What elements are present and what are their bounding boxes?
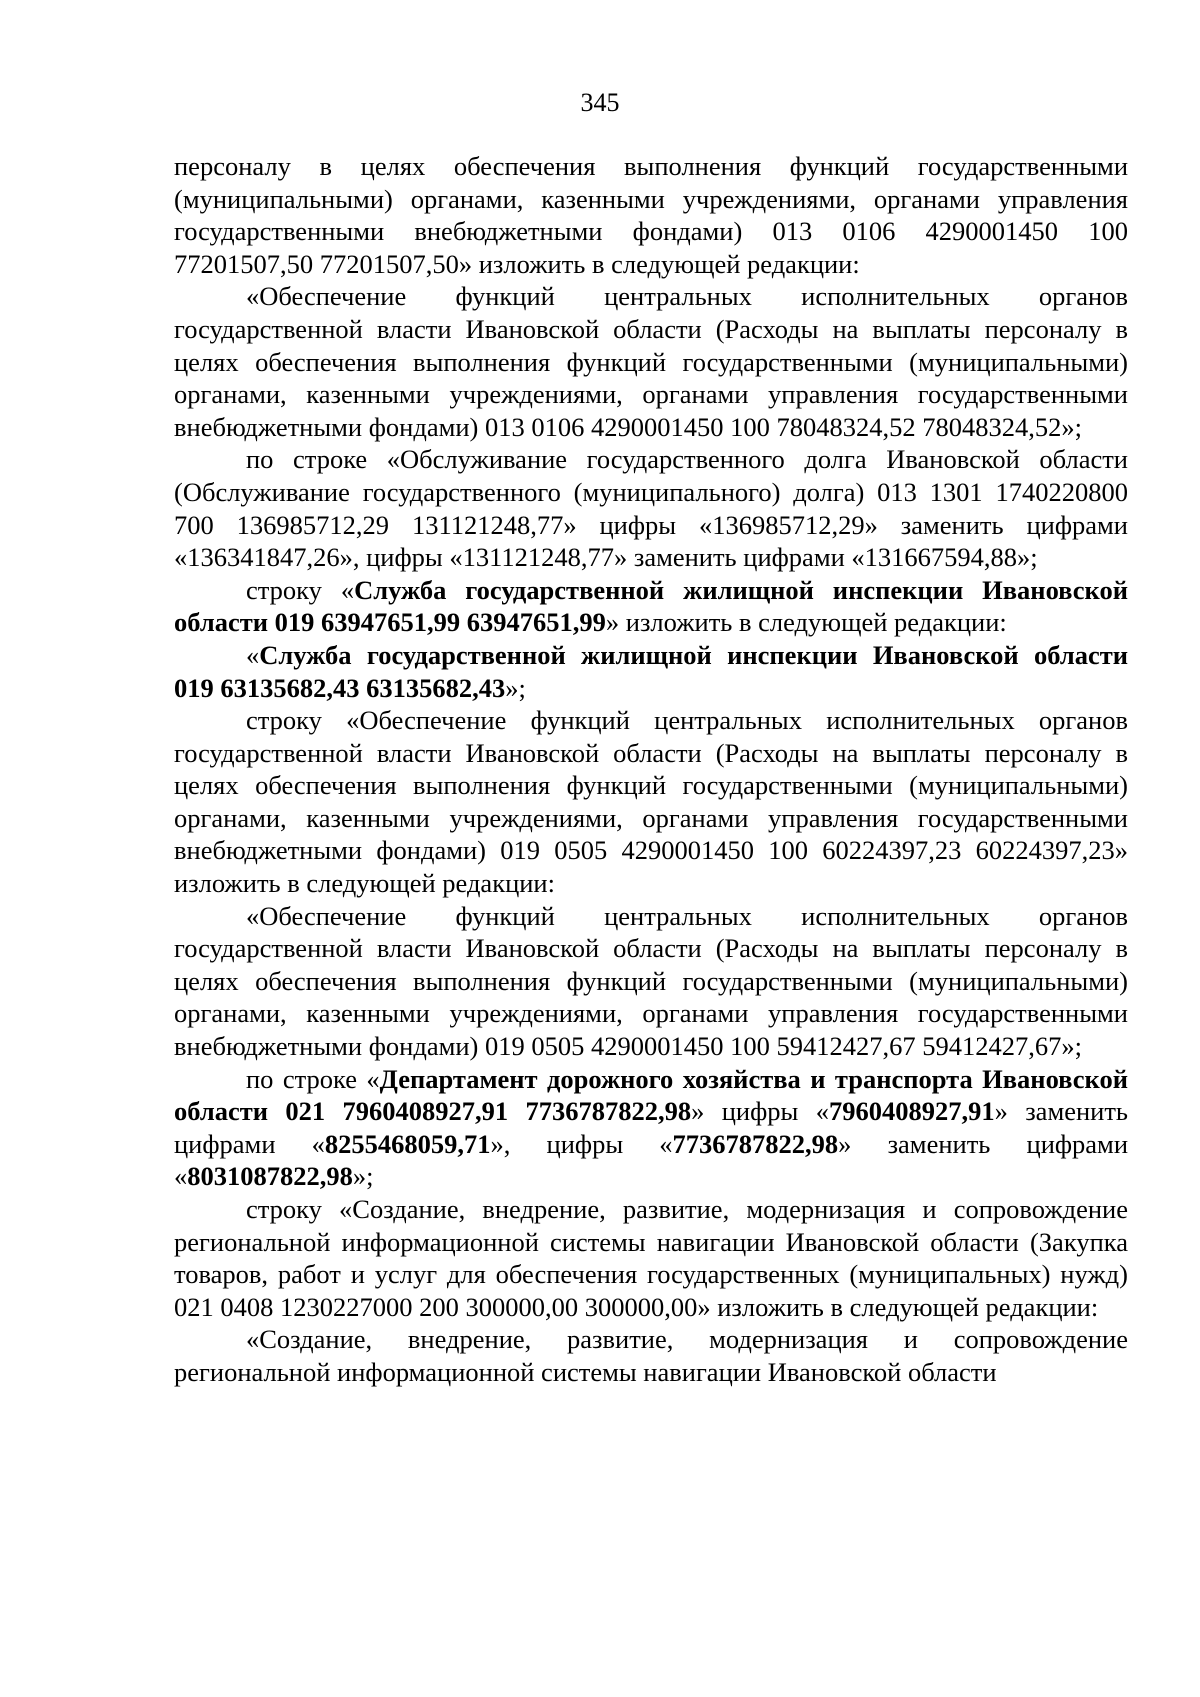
text-run: по строке « [246, 1063, 380, 1094]
page-number: 345 [580, 88, 620, 117]
text-run: строку «Создание, внедрение, развитие, модернизация и сопровождение региональной информационной системы навигации Ивановской области (Закупка товаров, работ и услуг для обеспечения государственных (муниципальных) нужд) 021 0408 1230227000 200 300000,00 300000,00» изложить в следующей редакции: [174, 1194, 1128, 1322]
bold-text-run: 7960408927,91 [828, 1096, 995, 1127]
text-run: » цифры « [691, 1096, 829, 1127]
text-run: строку « [246, 574, 355, 605]
text-run: », цифры « [490, 1128, 673, 1159]
text-run: »; [505, 672, 526, 703]
paragraph [174, 1193, 1128, 1323]
bold-text-run: Служба государственной жилищной инспекции Ивановской области 019 63135682,43 63135682,43 [174, 639, 1128, 703]
paragraph [174, 574, 1128, 639]
bold-text-run: 8255468059,71 [324, 1128, 491, 1159]
bold-text-run: Департамент дорожного хозяйства и транспорта Ивановской области 021 7960408927,91 7736787822,98 [174, 1063, 1128, 1127]
text-run: «Обеспечение функций центральных исполнительных органов государственной власти Ивановской области (Расходы на выплаты персоналу в целях обеспечения выполнения функций государственными (муниципальными) органами, казенными учреждениями, органами управления государственными внебюджетными фондами) 013 0106 4290001450 100 78048324,52 78048324,52»; [174, 281, 1128, 442]
text-run: «Создание, внедрение, развитие, модернизация и сопровождение региональной информационной системы навигации Ивановской области [174, 1324, 1128, 1387]
paragraph [174, 443, 1128, 573]
paragraph [174, 280, 1128, 443]
text-run: «Обеспечение функций центральных исполнительных органов государственной власти Ивановской области (Расходы на выплаты персоналу в целях обеспечения выполнения функций государственными (муниципальными) органами, казенными учреждениями, органами управления государственными внебюджетными фондами) 019 0505 4290001450 100 59412427,67 59412427,67»; [174, 900, 1128, 1062]
text-run: » изложить в следующей редакции: [605, 607, 1007, 638]
text-run: « [246, 639, 260, 670]
text-run: » заменить цифрами « [174, 1096, 1129, 1159]
text-run: » заменить цифрами « [174, 1128, 1129, 1192]
bold-text-run: 7736787822,98 [672, 1128, 839, 1159]
paragraph [174, 1063, 1128, 1193]
paragraph [174, 150, 1128, 280]
text-run: персоналу в целях обеспечения выполнения функций государственными (муниципальными) органами, казенными учреждениями, органами управления государственными внебюджетными фондами) 013 0106 4290001450 100 77201507,50 77201507,50» изложить в следующей редакции: [174, 151, 1128, 279]
text-run: строку «Обеспечение функций центральных исполнительных органов государственной власти Ивановской области (Расходы на выплаты персоналу в целях обеспечения выполнения функций государственными (муниципальными) органами, казенными учреждениями, органами управления государственными внебюджетными фондами) 019 0505 4290001450 100 60224397,23 60224397,23» изложить в следующей редакции: [174, 705, 1128, 899]
paragraph [174, 639, 1128, 704]
text-run: по строке «Обслуживание государственного долга Ивановской области (Обслуживание государственного (муниципального) долга) 013 1301 1740220800 700 136985712,29 131121248,77» цифры «136985712,29» заменить цифрами «136341847,26», цифры «131121248,77» заменить цифрами «131667594,88»; [174, 444, 1128, 573]
text-run: »; [352, 1161, 374, 1192]
paragraph [174, 704, 1128, 900]
document-body [174, 150, 1128, 1389]
paragraph [174, 900, 1128, 1063]
bold-text-run: Служба государственной жилищной инспекции Ивановской области 019 63947651,99 63947651,99 [174, 574, 1128, 638]
bold-text-run: 8031087822,98 [187, 1161, 353, 1192]
paragraph [174, 1323, 1128, 1388]
